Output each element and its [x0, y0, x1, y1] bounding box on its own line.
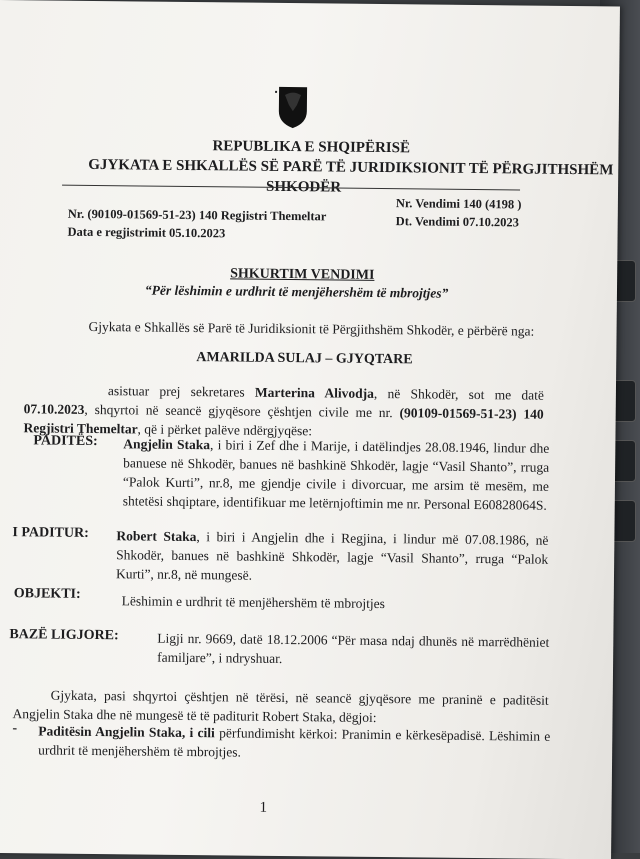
court-name: GJYKATA E SHKALLËS SË PARË TË JURIDIKSIONIT TË PËRGJITHSHËM [88, 156, 614, 179]
legal-basis-label: BAZË LIGJORE: [9, 627, 119, 644]
court-intro-paragraph: Gjykata, pasi shqyrtoi çështjen në tërësi, në seancë gjyqësore me praninë e paditësit Angjelin Staka dhe në mungesë të të paditurit Robert Staka, dëgjoi: [12, 687, 549, 725]
plaintiff-label: PADITËS: [33, 433, 98, 450]
registry-number: Nr. (90109-01569-51-23) 140 Regjistri Themeltar [67, 206, 327, 224]
session-date: 07.10.2023 [23, 401, 85, 417]
session-paragraph: asistuar prej sekretares Marterina Alivodja, në Shkodër, sot me datë 07.10.2023, shqyrtoi në seancë gjyqësore çështjen civile me nr. (90109-01569-51-23) 140 Regjistri Themeltar, që i përket palëve ndërgjyqëse: [23, 383, 544, 439]
plaintiff-request: Paditësin Angjelin Staka, i cili përfundimisht kërkoi: Pranimin e kërkesëpadisë. Lëshimin e urdhrit të menjëhershëm të mbrojtjes. [38, 723, 551, 760]
country-title: REPUBLIKA E SHQIPËRISË [212, 138, 411, 157]
decision-title: SHKURTIM VENDIMI [230, 266, 375, 283]
object-label: OBJEKTI: [13, 586, 81, 602]
albania-emblem-icon [275, 81, 312, 129]
object-text: Lëshimin e urdhrit të menjëhershëm të mbrojtjes [121, 593, 385, 612]
plaintiff-details: Angjelin Staka, i biri i Zef dhe i Marije, i datëlindjes 28.08.1946, lindur dhe banuese në Shkodër, banues në bashkinë Shkodër, lagje “Vasil Shanto”, rruga “Palok Kurti”, nr.8, me gjendje civile i divorcuar, me arsim të mesëm, me shtetësi shqiptare, identifikuar me letërnjoftimin me nr. Personal E60828064S. [122, 436, 550, 513]
case-number: (90109-01569-51-23) 140 Regjistri Themeltar [23, 405, 544, 437]
composition-intro: Gjykata e Shkallës së Parë të Juridiksionit të Përgjithshëm Shkodër, e përbërë nga: [88, 318, 535, 339]
registry-date: Data e regjistrimit 05.10.2023 [67, 224, 226, 241]
bullet-dash: - [12, 721, 18, 737]
judge-name: AMARILDA SULAJ – GJYQTARE [196, 350, 413, 368]
secretary-name: Marterina Alivodja [254, 384, 374, 401]
page-number: 1 [259, 799, 268, 816]
decision-number: Nr. Vendimi 140 (4198 ) [395, 196, 522, 212]
decision-date: Dt. Vendimi 07.10.2023 [395, 214, 520, 230]
legal-basis-text: Ligji nr. 9669, datë 18.12.2006 “Për masa ndaj dhunës në marrëdhëniet familjare”, i ndryshuar. [157, 630, 550, 666]
defendant-details: Robert Staka, i biri i Angjelin dhe i Regjina, i lindur më 07.08.1986, në Shkodër, banues në bashkinë Shkodër, lagje “Vasil Shanto”, rruga “Palok Kurti”, nr.8, në mungesë. [115, 528, 549, 583]
defendant-label: I PADITUR: [12, 525, 89, 541]
bleed-through-text [299, 55, 302, 67]
decision-subtitle: “Për lëshimin e urdhrit të menjëhershëm të mbrojtjes” [144, 282, 449, 301]
